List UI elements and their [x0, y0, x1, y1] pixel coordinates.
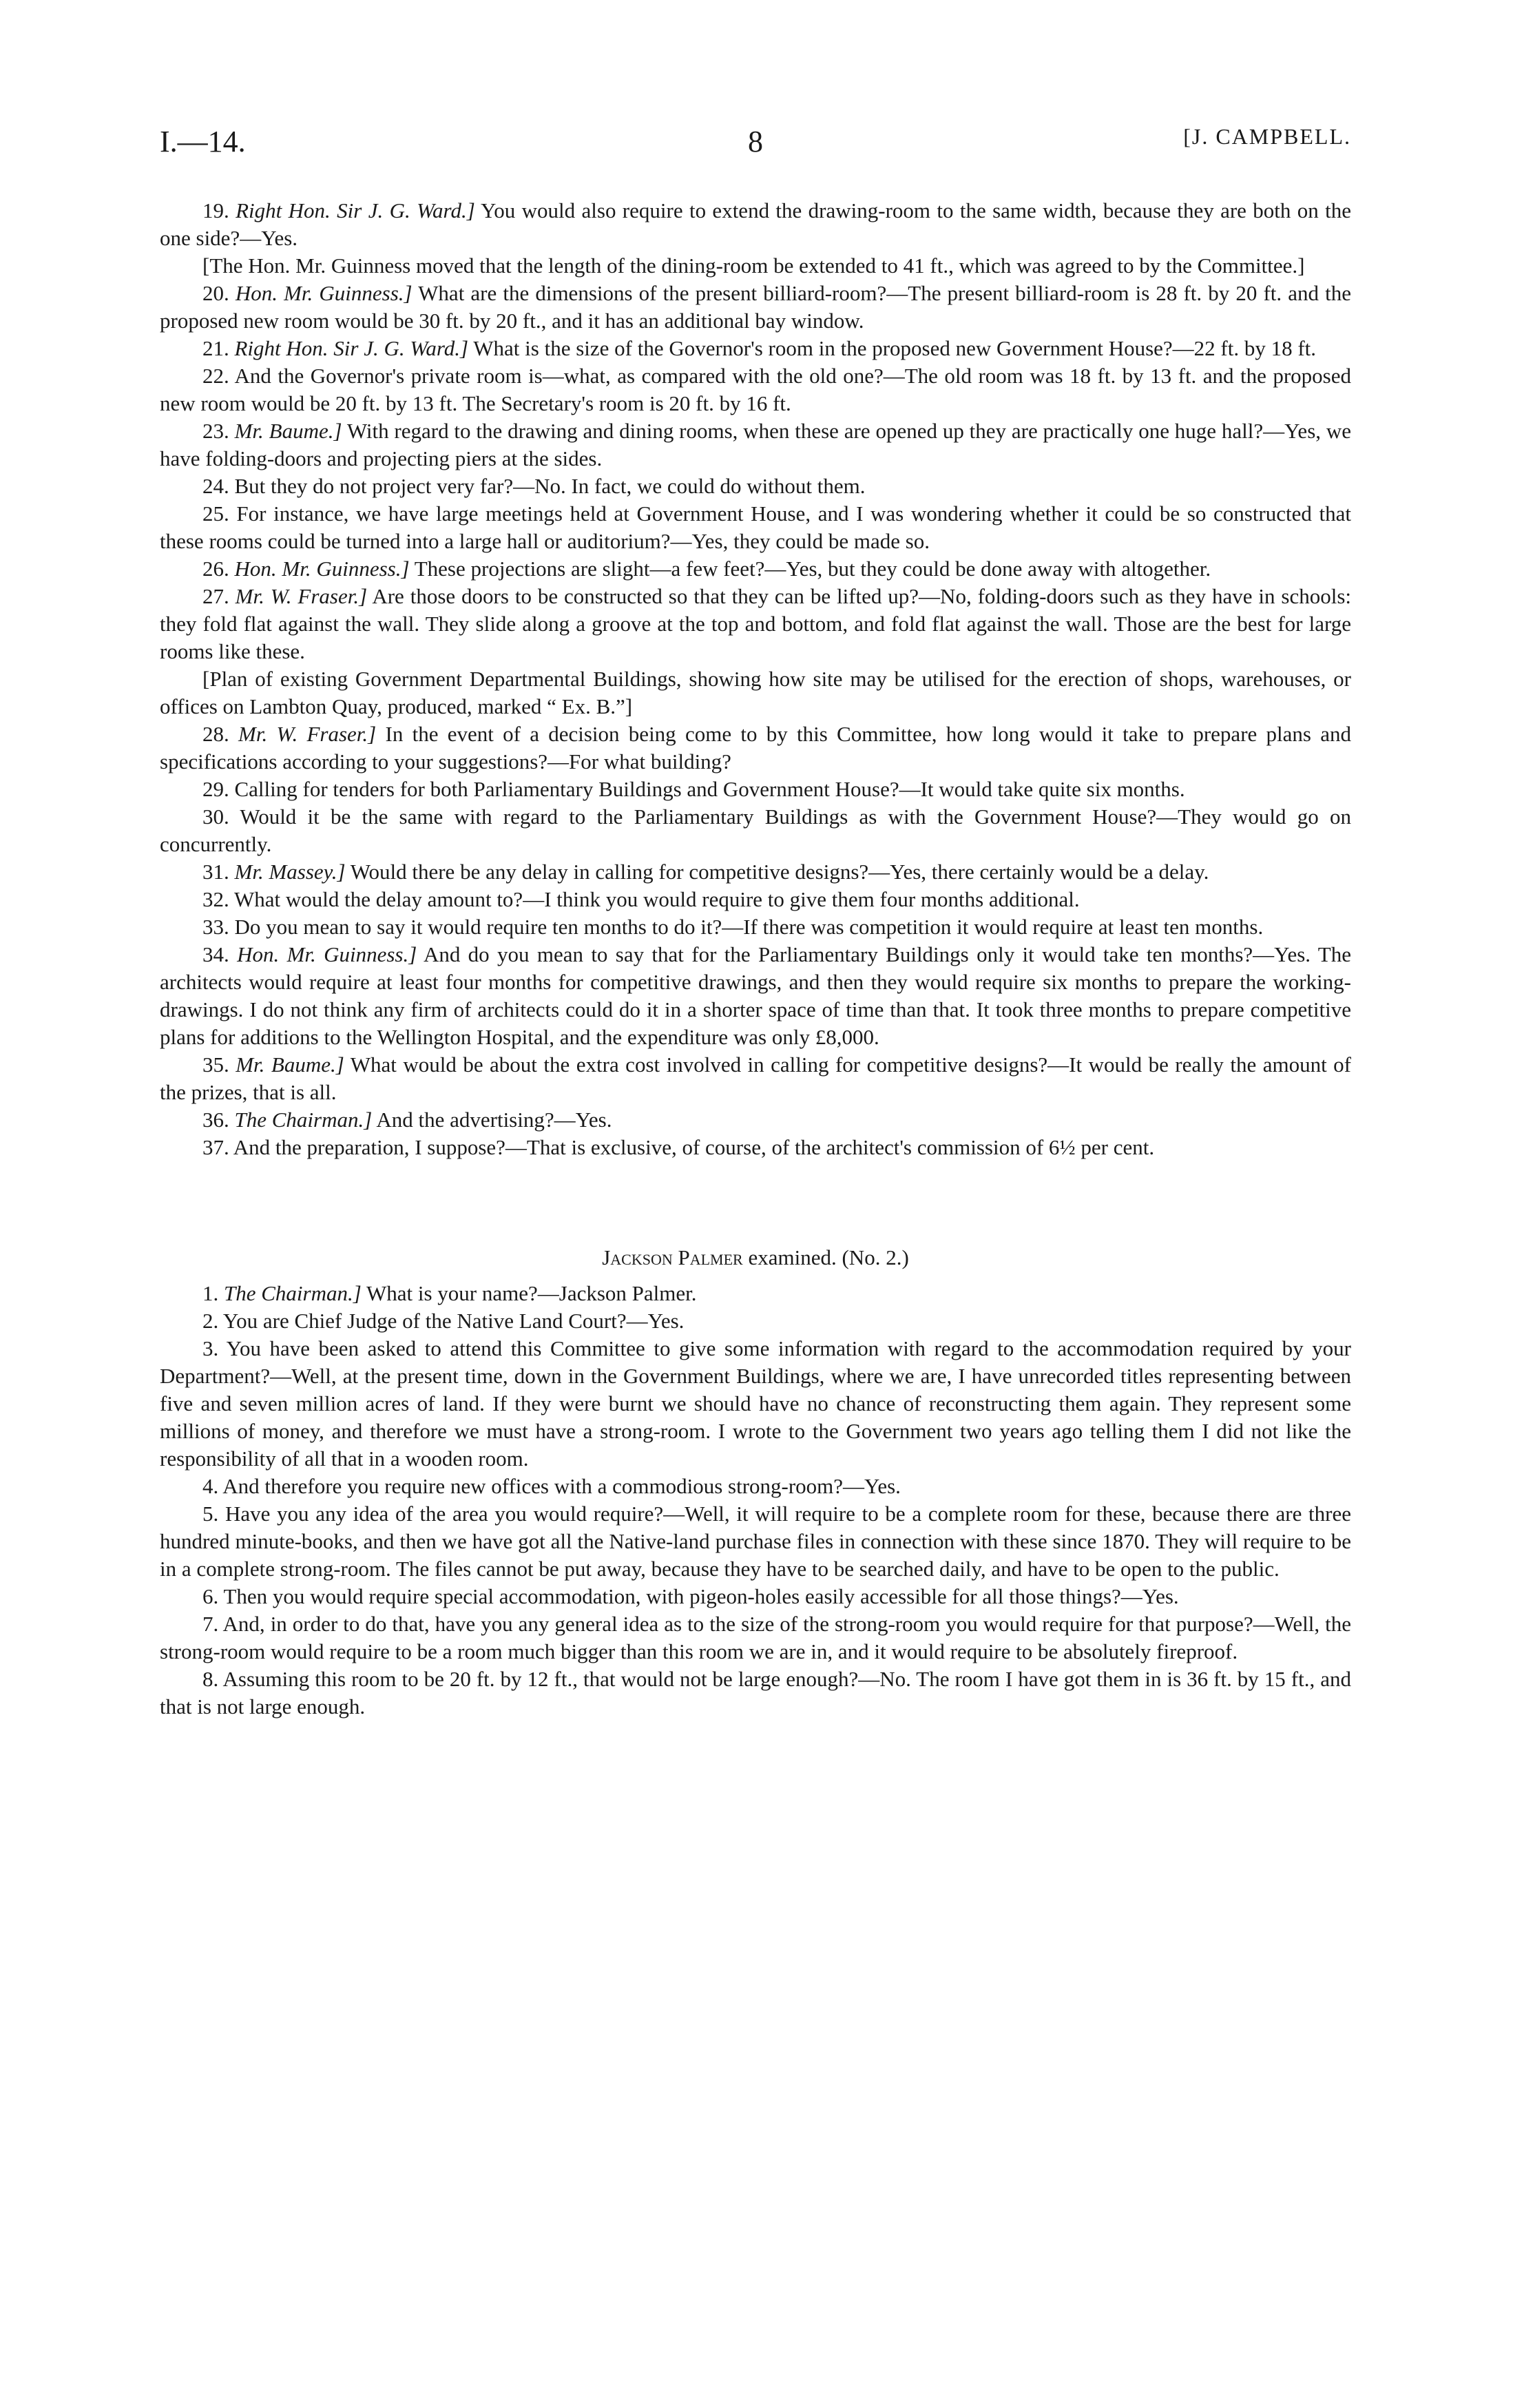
question-number: 19.: [202, 198, 229, 222]
document-reference: I.—14.: [160, 125, 246, 158]
paragraph-text: You are Chief Judge of the Native Land Court?—Yes.: [222, 1309, 685, 1333]
section-palmer-testimony: [160, 1280, 1351, 1721]
testimony-paragraph: [160, 886, 1351, 913]
paragraph-text: What are the dimensions of the present billiard-room?—The present billiard-room is 28 ft. by 20 ft. and the proposed new room would be 30 ft. by 20 ft., and it has an additional bay window.: [160, 281, 1352, 333]
testimony-paragraph: [160, 335, 1351, 362]
question-number: 2.: [202, 1309, 219, 1333]
testimony-paragraph: [160, 1335, 1351, 1473]
testimony-paragraph: [160, 1583, 1351, 1610]
testimony-paragraph: [160, 252, 1351, 280]
witness-heading-rest: examined. (No. 2.): [742, 1245, 909, 1269]
testimony-paragraph: [160, 197, 1351, 252]
section-heading: [160, 1244, 1351, 1272]
testimony-paragraph: [160, 1500, 1351, 1583]
speaker-name: Right Hon. Sir J. G. Ward.]: [234, 336, 469, 360]
testimony-paragraph: [160, 1665, 1351, 1721]
page-header: [160, 124, 1351, 172]
testimony-paragraph: [160, 1473, 1351, 1500]
speaker-name: The Chairman.]: [234, 1108, 373, 1132]
paragraph-text: And therefore you require new offices with a commodious strong-room?—Yes.: [222, 1474, 901, 1498]
paragraph-text: [Plan of existing Government Departmental Buildings, showing how site may be utilised for the erection of shops, warehouses, or offices on Lambton Quay, produced, marked “ Ex. B.”]: [160, 667, 1351, 718]
paragraph-text: [The Hon. Mr. Guinness moved that the length of the dining-room be extended to 41 ft., which was agreed to by the Committee.]: [202, 253, 1305, 278]
question-number: 28.: [202, 722, 229, 746]
paragraph-text: And the Governor's private room is—what, as compared with the old one?—The old room was 18 ft. by 13 ft. and the proposed new room would be 20 ft. by 13 ft. The Secretary's room is 20 ft. by 16 ft.: [160, 364, 1351, 415]
paragraph-text: Would there be any delay in calling for competitive designs?—Yes, there certainly would be a delay.: [345, 860, 1209, 884]
speaker-name: Hon. Mr. Guinness.]: [235, 281, 413, 305]
testimony-paragraph: [160, 473, 1351, 500]
speaker-name: Mr. Baume.]: [236, 1052, 344, 1077]
question-number: 7.: [202, 1612, 219, 1636]
paragraph-text: For instance, we have large meetings held at Government House, and I was wondering whether it could be so constructed that these rooms could be turned into a large hall or auditorium?—Yes, they could be made so.: [160, 501, 1351, 553]
question-number: 36.: [202, 1108, 229, 1132]
question-number: 4.: [202, 1474, 219, 1498]
testimony-paragraph: [160, 776, 1351, 803]
testimony-paragraph: [160, 665, 1351, 720]
testimony-paragraph: [160, 858, 1351, 886]
testimony-paragraph: [160, 280, 1351, 335]
question-number: 30.: [202, 805, 229, 829]
section-campbell-testimony: [160, 197, 1351, 1161]
question-number: 32.: [202, 887, 229, 911]
question-number: 22.: [202, 364, 229, 388]
question-number: 34.: [202, 942, 229, 966]
testimony-paragraph: [160, 1106, 1351, 1134]
question-number: 5.: [202, 1502, 219, 1526]
question-number: 8.: [202, 1667, 219, 1691]
speaker-name: Mr. W. Fraser.]: [238, 722, 377, 746]
testimony-paragraph: [160, 1280, 1351, 1307]
testimony-paragraph: [160, 803, 1351, 858]
speaker-name: Mr. Baume.]: [234, 419, 342, 443]
paragraph-text: Then you would require special accommodation, with pigeon-holes easily accessible for all those things?—Yes.: [223, 1584, 1179, 1608]
testimony-paragraph: [160, 1051, 1351, 1106]
testimony-paragraph: [160, 941, 1351, 1051]
question-number: 26.: [202, 557, 229, 581]
paragraph-text: And the advertising?—Yes.: [372, 1108, 612, 1132]
paragraph-text: These projections are slight—a few feet?—Yes, but they could be done away with altogether.: [409, 557, 1211, 581]
paragraph-text: What would be about the extra cost involved in calling for competitive designs?—It would be really the amount of the prizes, that is all.: [160, 1052, 1351, 1104]
page-number: 8: [748, 125, 763, 158]
paragraph-text: You have been asked to attend this Committee to give some information with regard to the accommodation required by your Department?—Well, at the present time, down in the Government Buildings, where we are, I have unrecorded titles representing between five and seven million acres of land. If they were burnt we should have no chance of reconstructing them again. They represent some millions of money, and therefore we must have a strong-room. I wrote to the Government two years ago telling them I did not like the responsibility of all that in a wooden room.: [160, 1336, 1351, 1471]
question-number: 24.: [202, 474, 229, 498]
question-number: 3.: [202, 1336, 219, 1360]
question-number: 29.: [202, 777, 229, 801]
paragraph-text: Calling for tenders for both Parliamentary Buildings and Government House?—It would take quite six months.: [234, 777, 1185, 801]
paragraph-text: Assuming this room to be 20 ft. by 12 ft., that would not be large enough?—No. The room I have got them in is 36 ft. by 15 ft., and that is not large enough.: [160, 1667, 1351, 1719]
question-number: 35.: [202, 1052, 229, 1077]
question-number: 25.: [202, 501, 229, 526]
speaker-name: Mr. Massey.]: [234, 860, 346, 884]
testimony-paragraph: [160, 417, 1351, 473]
paragraph-text: You would also require to extend the drawing-room to the same width, because they are both on the one side?—Yes.: [160, 198, 1352, 250]
paragraph-text: Would it be the same with regard to the Parliamentary Buildings as with the Government House?—They would go on concurrently.: [160, 805, 1351, 856]
testimony-paragraph: [160, 1307, 1351, 1335]
speaker-name: Hon. Mr. Guinness.]: [237, 942, 417, 966]
testimony-paragraph: [160, 720, 1351, 776]
paragraph-text: With regard to the drawing and dining rooms, when these are opened up they are practically one huge hall?—Yes, we have folding-doors and projecting piers at the sides.: [160, 419, 1351, 470]
question-number: 37.: [202, 1135, 229, 1159]
testimony-paragraph: [160, 1134, 1351, 1161]
speaker-name: Right Hon. Sir J. G. Ward.]: [236, 198, 475, 222]
testimony-paragraph: [160, 913, 1351, 941]
paragraph-text: Do you mean to say it would require ten months to do it?—If there was competition it would require at least ten months.: [234, 915, 1264, 939]
paragraph-text: What would the delay amount to?—I think you would require to give them four months additional.: [233, 887, 1080, 911]
question-number: 20.: [202, 281, 229, 305]
question-number: 6.: [202, 1584, 219, 1608]
paragraph-text: What is the size of the Governor's room in the proposed new Government House?—22 ft. by 18 ft.: [468, 336, 1317, 360]
question-number: 27.: [202, 584, 229, 608]
paragraph-text: Are those doors to be constructed so that they can be lifted up?—No, folding-doors such as they have in schools: they fold flat against the wall. They slide along a groove at the top and bottom, and fold flat against the wall. Those are the best for large rooms like these.: [160, 584, 1352, 663]
document-page: [160, 124, 1351, 1721]
paragraph-text: Have you any idea of the area you would require?—Well, it will require to be a complete room for these, because there are three hundred minute-books, and then we have got all the Native-land purchase files in connection with these since 1870. They will require to be in a complete strong-room. The files cannot be put away, because they have to be searched daily, and have to be open to the public.: [160, 1502, 1352, 1581]
paragraph-text: And, in order to do that, have you any general idea as to the size of the strong-room you would require for that purpose?—Well, the strong-room would require to be a room much bigger than this room we are in, and it would require to be absolutely fireproof.: [160, 1612, 1351, 1663]
paragraph-text: And the preparation, I suppose?—That is exclusive, of course, of the architect's commission of 6½ per cent.: [233, 1135, 1155, 1159]
testimony-paragraph: [160, 555, 1351, 583]
testimony-paragraph: [160, 500, 1351, 555]
paragraph-text: And do you mean to say that for the Parliamentary Buildings only it would take ten months?—Yes. The architects would require at least four months for competitive drawings, and then they would require six months to prepare the working-drawings. I do not think any firm of architects could do it in a shorter space of time than that. It took three months to prepare competitive plans for additions to the Wellington Hospital, and the expenditure was only £8,000.: [160, 942, 1351, 1049]
question-number: 33.: [202, 915, 229, 939]
question-number: 1.: [202, 1281, 219, 1305]
speaker-name: Mr. W. Fraser.]: [235, 584, 368, 608]
paragraph-text: But they do not project very far?—No. In fact, we could do without them.: [234, 474, 866, 498]
speaker-name: The Chairman.]: [224, 1281, 362, 1305]
witness-name: [J. CAMPBELL.: [1183, 124, 1351, 149]
testimony-paragraph: [160, 583, 1351, 665]
paragraph-text: What is your name?—Jackson Palmer.: [361, 1281, 697, 1305]
witness-heading-name: Jackson Palmer: [602, 1245, 743, 1269]
question-number: 21.: [202, 336, 229, 360]
question-number: 31.: [202, 860, 229, 884]
paragraph-text: In the event of a decision being come to by this Committee, how long would it take to prepare plans and specifications according to your suggestions?—For what building?: [160, 722, 1351, 774]
question-number: 23.: [202, 419, 229, 443]
testimony-paragraph: [160, 362, 1351, 417]
testimony-paragraph: [160, 1610, 1351, 1665]
speaker-name: Hon. Mr. Guinness.]: [234, 557, 410, 581]
